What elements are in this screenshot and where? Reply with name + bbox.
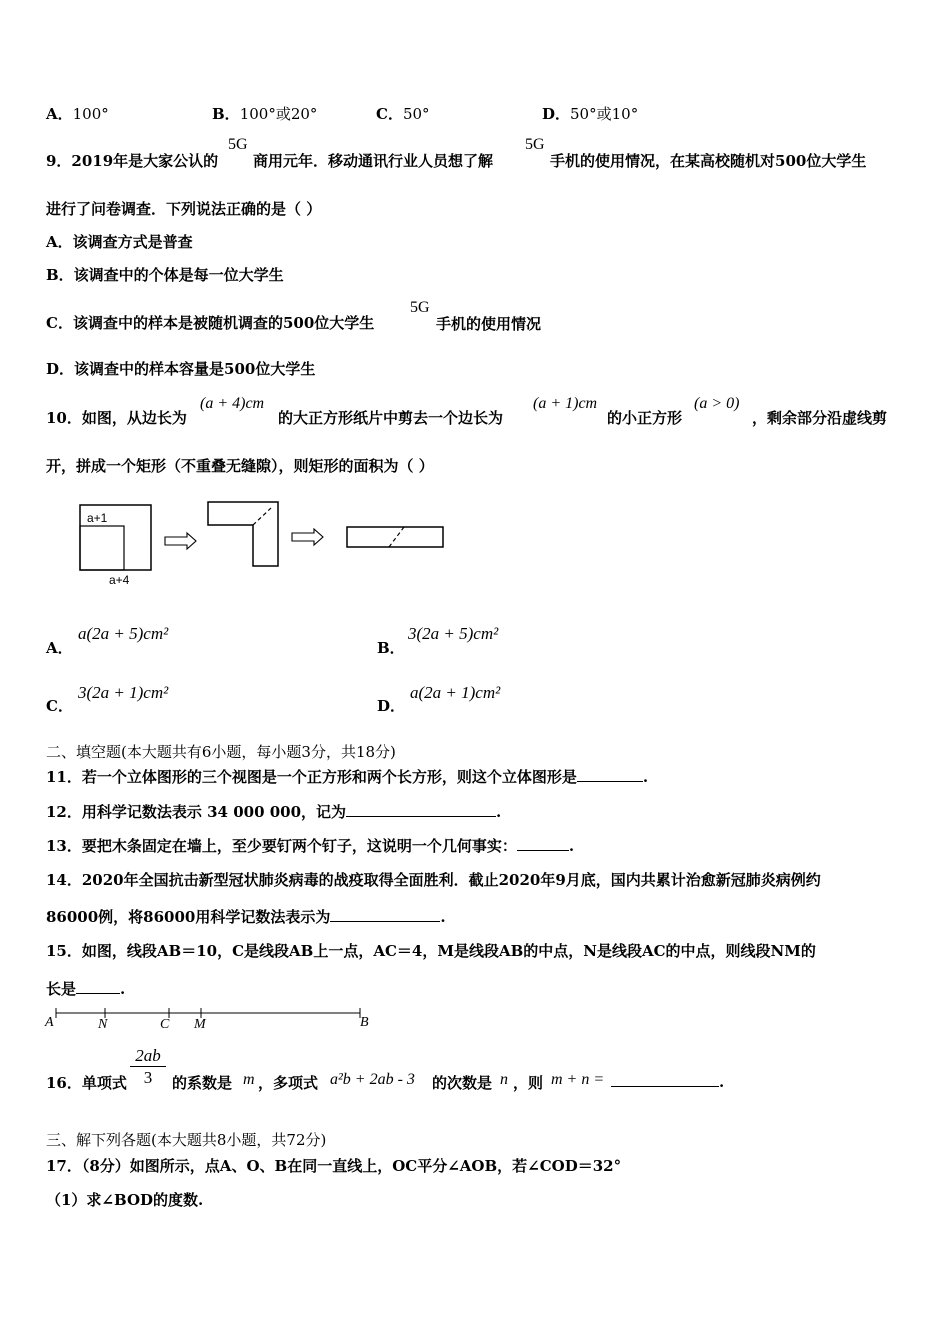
- q15-line1: 15．如图，线段AB＝10，C是线段AB上一点，AC＝4，M是线段AB的中点，N是线段AC的中点，则线段NM的: [46, 942, 816, 960]
- q10-stem-part2: 的大正方形纸片中剪去一个边长为: [278, 409, 504, 427]
- q11-answer-blank[interactable]: [577, 767, 643, 782]
- q9-5g-tag-3: 5G: [410, 299, 430, 316]
- q10-option-c: 3(2a + 1)cm²: [78, 683, 169, 702]
- q16-part5: ，则: [513, 1074, 544, 1092]
- q14-line2: 86000例，将86000用科学记数法表示为 .: [46, 908, 446, 926]
- q16-fraction: [130, 1046, 166, 1089]
- q13: 13．要把木条固定在墙上，至少要钉两个钉子，这说明一个几何事实： .: [46, 837, 575, 855]
- small-square: [80, 526, 124, 570]
- q12: 12．用科学记数法表示 34 000 000，记为 .: [46, 803, 502, 821]
- point-label-a: A: [45, 1015, 54, 1030]
- q10-expr-small-side: (a + 1)cm: [533, 395, 598, 412]
- q9-5g-tag-1: 5G: [228, 136, 248, 153]
- q16-var-m: m: [243, 1071, 255, 1088]
- q9-5g-tag-2: 5G: [525, 136, 545, 153]
- q15-segment-figure: [42, 1006, 382, 1032]
- q9-option-a: A．该调查方式是普查: [46, 233, 193, 251]
- q10-option-b: 3(2a + 5)cm²: [408, 624, 499, 643]
- q10-condition: (a > 0): [694, 395, 740, 412]
- rectangle-result: [347, 527, 443, 547]
- arrow-icon-1: [165, 533, 196, 549]
- label-small-side: a+1: [87, 511, 108, 525]
- point-label-b: B: [360, 1015, 369, 1030]
- q16-polynomial: a²b + 2ab - 3: [330, 1071, 415, 1088]
- q16-numerator: 2ab: [130, 1046, 166, 1067]
- q10-option-a-label: A．: [46, 639, 73, 657]
- section3-heading: 三、解下列各题(本大题共8小题，共72分): [46, 1131, 327, 1149]
- q9-stem-part3: 手机的使用情况，在某高校随机对500位大学生: [550, 152, 867, 170]
- arrow-icon-2: [292, 529, 323, 545]
- q15-line2: 长是 .: [46, 980, 126, 998]
- q16-part1: 16．单项式: [46, 1074, 127, 1092]
- point-label-c: C: [160, 1017, 170, 1032]
- q9-option-b: B．该调查中的个体是每一位大学生: [46, 266, 284, 284]
- q12-answer-blank[interactable]: [346, 802, 496, 817]
- q16-expression: m + n =: [551, 1071, 605, 1088]
- q16-part3: ，多项式: [258, 1074, 319, 1092]
- q9-stem-line2: 进行了问卷调查．下列说法正确的是（ ）: [46, 200, 322, 218]
- q17-stem: 17．（8分）如图所示，点A、O、B在同一直线上，OC平分∠AOB，若∠COD＝32°: [46, 1157, 622, 1175]
- q16-answer: .: [611, 1072, 724, 1091]
- q13-answer-blank[interactable]: [517, 836, 569, 851]
- q10-stem-line2: 开，拼成一个矩形（不重叠无缝隙），则矩形的面积为（ ）: [46, 457, 434, 475]
- q8-option-c: C．50°: [376, 105, 430, 123]
- q8-option-d: D．50°或10°: [542, 105, 639, 123]
- point-label-m: M: [194, 1017, 206, 1032]
- q16-var-n: n: [500, 1071, 508, 1088]
- q10-option-b-label: B．: [377, 639, 405, 657]
- q16-denominator: 3: [143, 1068, 153, 1087]
- q10-option-a: a(2a + 5)cm²: [78, 624, 169, 643]
- q8-option-a: A．100°: [46, 105, 109, 123]
- q10-expr-big-side: (a + 4)cm: [200, 395, 265, 412]
- q16-part2: 的系数是: [172, 1074, 233, 1092]
- q9-stem-part1: 9．2019年是大家公认的: [46, 152, 219, 170]
- cut-dashed-line-2: [389, 527, 404, 547]
- q10-figure: [75, 498, 455, 590]
- q10-stem-part4: ，剩余部分沿虚线剪: [752, 409, 888, 427]
- q15-answer-blank[interactable]: [76, 979, 120, 994]
- q9-option-d: D．该调查中的样本容量是500位大学生: [46, 360, 316, 378]
- q16-answer-blank[interactable]: [611, 1072, 719, 1087]
- point-label-n: N: [98, 1017, 108, 1032]
- q14-answer-blank[interactable]: [330, 907, 440, 922]
- q9-stem-part2: 商用元年．移动通讯行业人员想了解: [253, 152, 494, 170]
- q14-line1: 14．2020年全国抗击新型冠状肺炎病毒的战疫取得全面胜利．截止2020年9月底，国内共累计治愈新冠肺炎病例约: [46, 871, 821, 889]
- section2-heading: 二、填空题(本大题共有6小题，每小题3分，共18分): [46, 743, 396, 761]
- l-shape: [208, 502, 278, 566]
- q10-option-c-label: C．: [46, 697, 73, 715]
- q10-option-d: a(2a + 1)cm²: [410, 683, 501, 702]
- q10-stem-part1: 10．如图，从边长为: [46, 409, 187, 427]
- q10-stem-part3: 的小正方形: [607, 409, 683, 427]
- q9-option-c: C．该调查中的样本是被随机调查的500位大学生: [46, 314, 375, 332]
- q11: 11．若一个立体图形的三个视图是一个正方形和两个长方形，则这个立体图形是 .: [46, 768, 649, 786]
- cut-dashed-line-1: [253, 508, 271, 525]
- q16-part4: 的次数是: [432, 1074, 493, 1092]
- q8-option-b: B．100°或20°: [212, 105, 318, 123]
- q9-option-c-end: 手机的使用情况: [436, 315, 542, 333]
- q10-option-d-label: D．: [377, 697, 406, 715]
- label-big-side: a+4: [109, 573, 130, 587]
- q17-subquestion-1: （1）求∠BOD的度数.: [46, 1191, 204, 1209]
